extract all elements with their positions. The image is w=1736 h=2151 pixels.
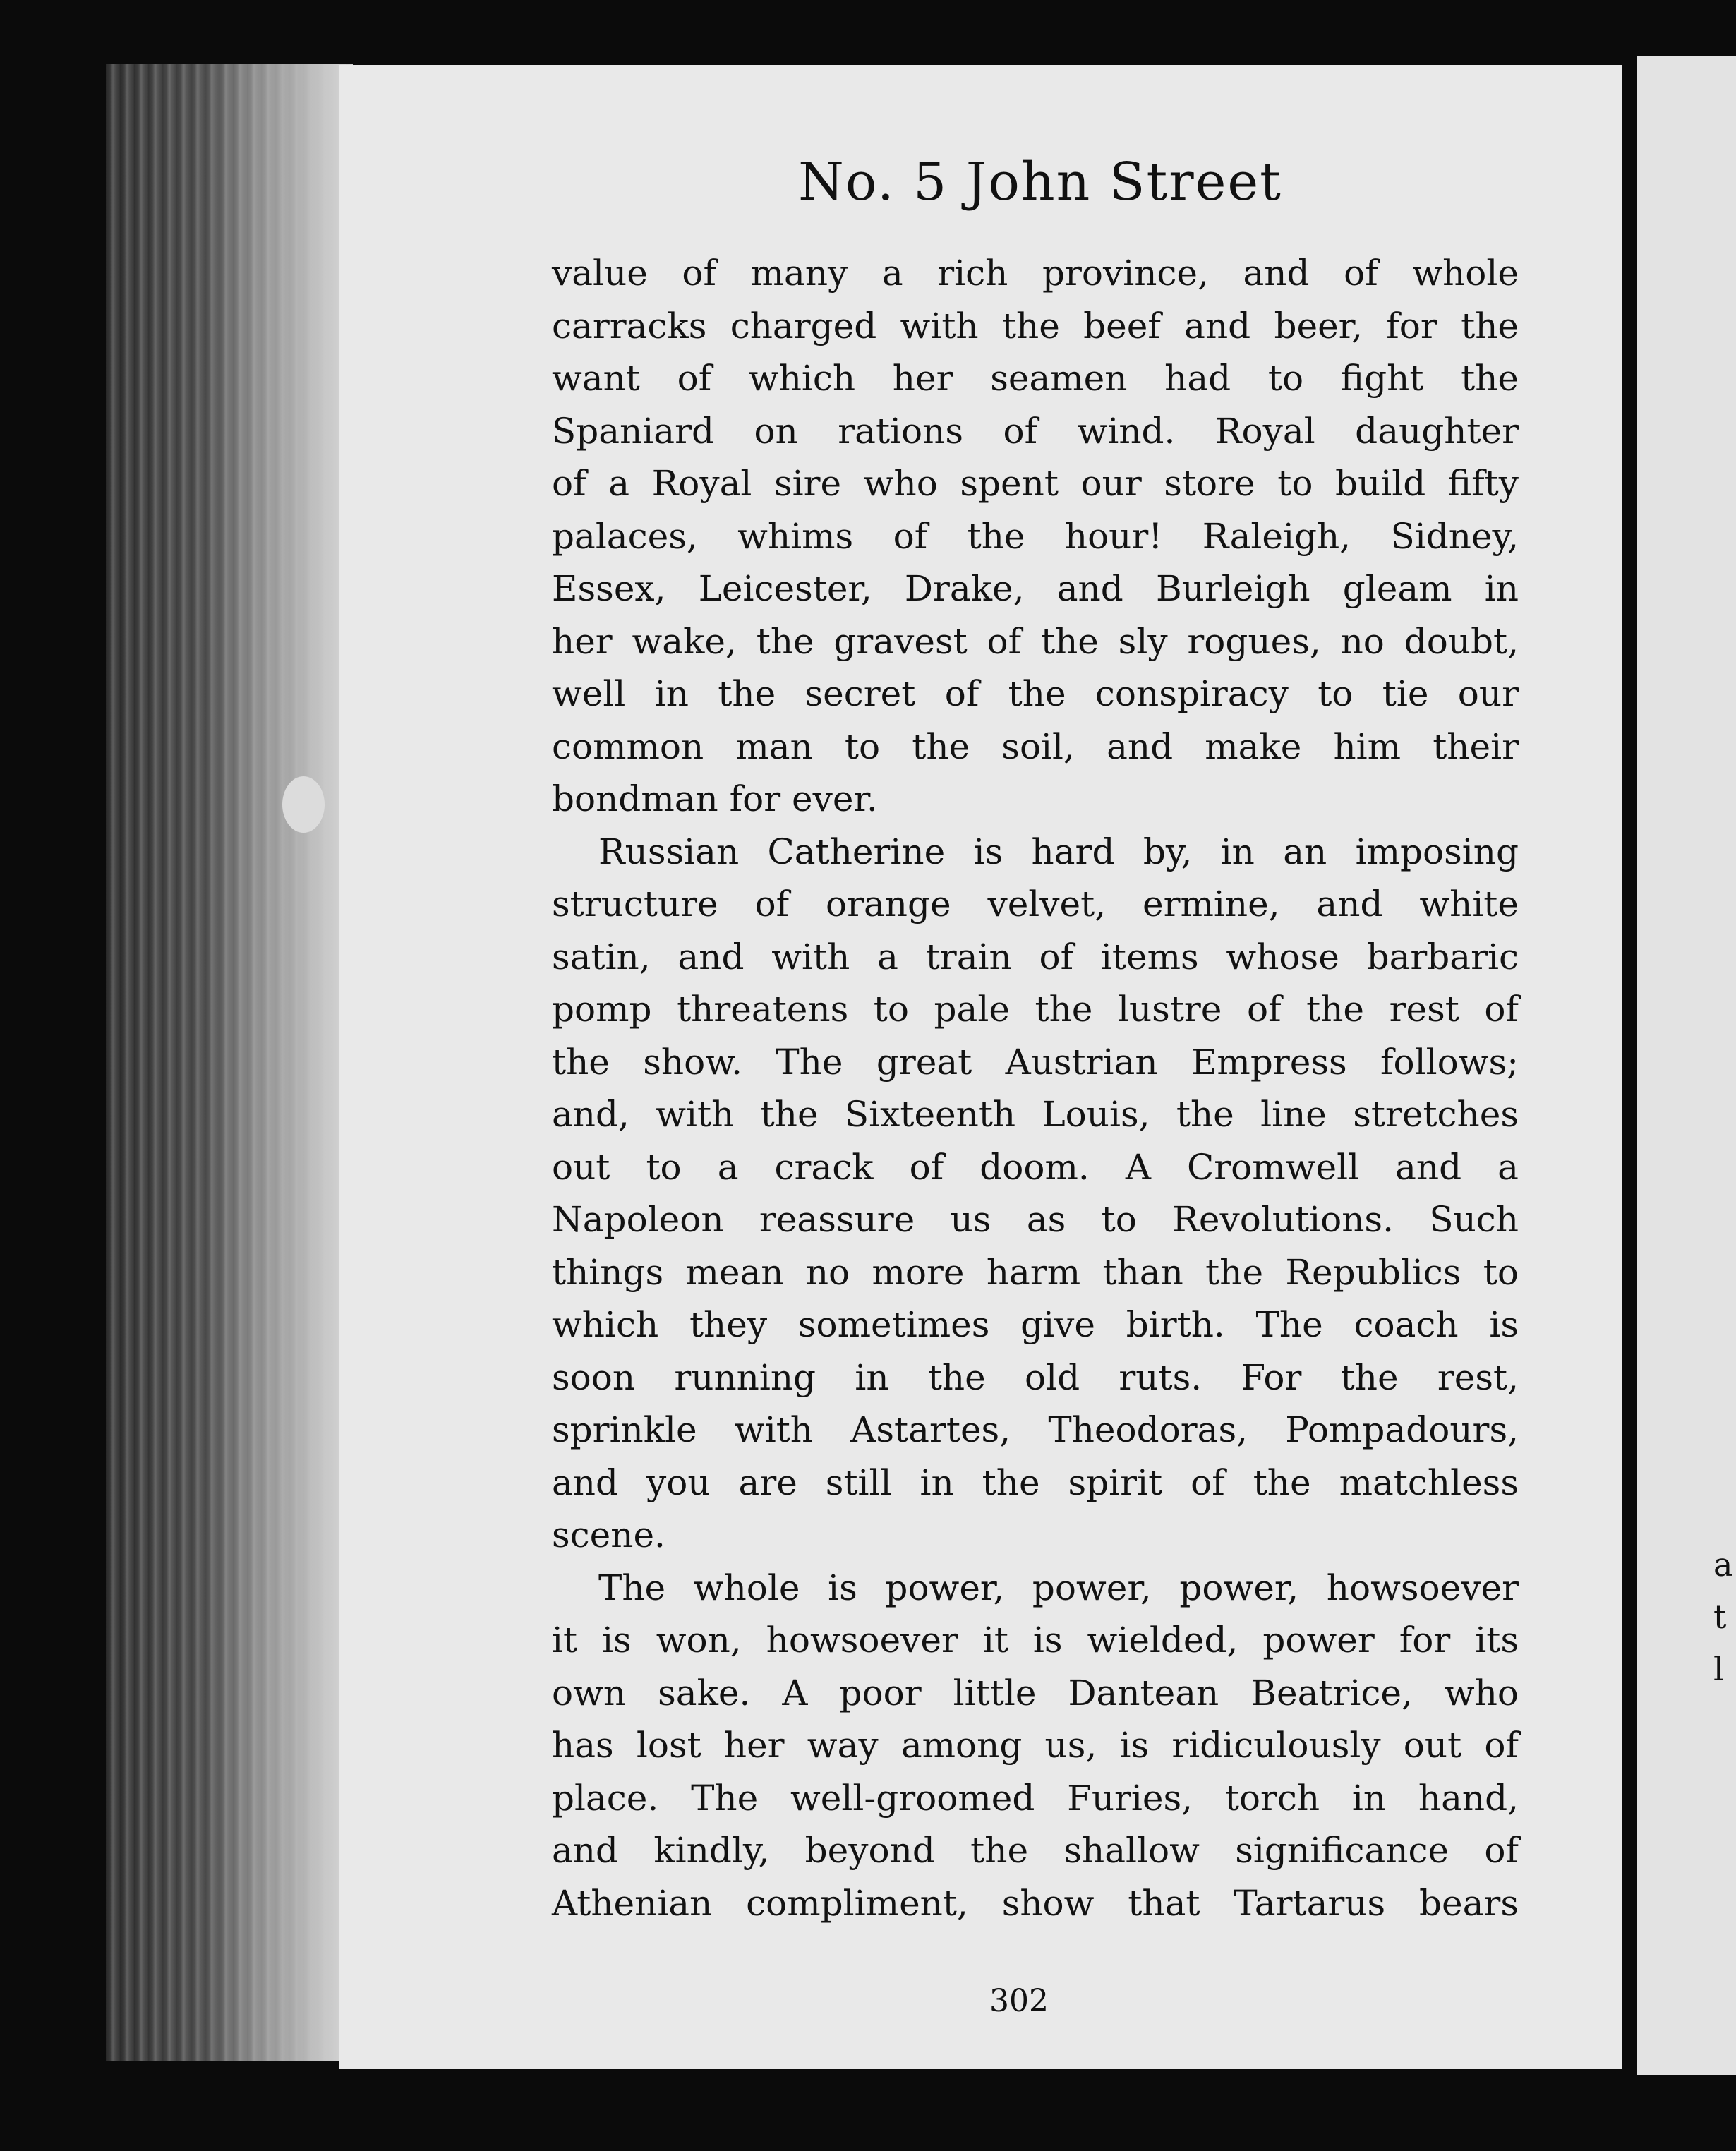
text-line: it is won, howsoever it is wielded, power for its <box>552 1620 1519 1661</box>
text-line: own sake. A poor little Dantean Beatrice, who <box>552 1672 1519 1713</box>
text-line: which they sometimes give birth. The coach is <box>552 1304 1519 1345</box>
text-line: satin, and with a train of items whose barbaric <box>552 936 1519 977</box>
page-edges-shading <box>212 64 353 2061</box>
text-line: out to a crack of doom. A Cromwell and a <box>552 1146 1519 1188</box>
text-line: soon running in the old ruts. For the rest, <box>552 1356 1519 1398</box>
text-line: and, with the Sixteenth Louis, the line stretches <box>552 1094 1519 1135</box>
facing-letter: l <box>1713 1650 1724 1688</box>
text-line: bondman for ever. <box>552 778 878 819</box>
facing-page-letters <box>1713 1538 1733 1695</box>
text-line: her wake, the gravest of the sly rogues, no doubt, <box>552 620 1519 662</box>
text-line: of a Royal sire who spent our store to build fifty <box>552 463 1519 504</box>
text-line: Napoleon reassure us as to Revolutions. Such <box>552 1199 1519 1240</box>
paper-blemish <box>282 776 325 833</box>
text-line: pomp threatens to pale the lustre of the rest of <box>552 989 1519 1030</box>
facing-page-edge <box>1637 56 1736 2075</box>
facing-letter: t <box>1713 1598 1727 1636</box>
text-line: Essex, Leicester, Drake, and Burleigh gleam in <box>552 568 1519 609</box>
text-line: has lost her way among us, is ridiculously out of <box>552 1725 1519 1766</box>
page-number-text: 302 <box>989 1983 1049 2019</box>
text-line: and you are still in the spirit of the matchless <box>552 1462 1519 1503</box>
text-line: The whole is power, power, power, howsoever <box>598 1567 1519 1608</box>
text-line: sprinkle with Astartes, Theodoras, Pompadours, <box>552 1409 1519 1450</box>
facing-letter: a <box>1713 1546 1733 1584</box>
text-line: Russian Catherine is hard by, in an imposing <box>598 831 1519 872</box>
text-line: carracks charged with the beef and beer, for the <box>552 305 1519 347</box>
text-line: common man to the soil, and make him their <box>552 725 1519 767</box>
body-text <box>552 247 1519 1929</box>
text-line: Spaniard on rations of wind. Royal daughter <box>552 410 1519 452</box>
running-head <box>0 152 1728 212</box>
running-head-title: No. 5 John Street <box>798 152 1282 212</box>
text-line: well in the secret of the conspiracy to tie our <box>552 673 1519 714</box>
text-line: palaces, whims of the hour! Raleigh, Sidney, <box>552 515 1519 557</box>
text-line: and kindly, beyond the shallow significance of <box>552 1830 1519 1871</box>
text-line: Athenian compliment, show that Tartarus bears <box>552 1882 1519 1924</box>
text-line: structure of orange velvet, ermine, and white <box>552 884 1519 924</box>
text-line: value of many a rich province, and of whole <box>552 253 1519 294</box>
page-number <box>0 1983 1728 2019</box>
text-line: scene. <box>552 1514 665 1555</box>
text-line: want of which her seamen had to fight the <box>552 358 1519 399</box>
text-line: place. The well-groomed Furies, torch in hand, <box>552 1777 1519 1819</box>
text-line: the show. The great Austrian Empress follows; <box>552 1041 1519 1083</box>
text-line: things mean no more harm than the Republics to <box>552 1251 1519 1293</box>
